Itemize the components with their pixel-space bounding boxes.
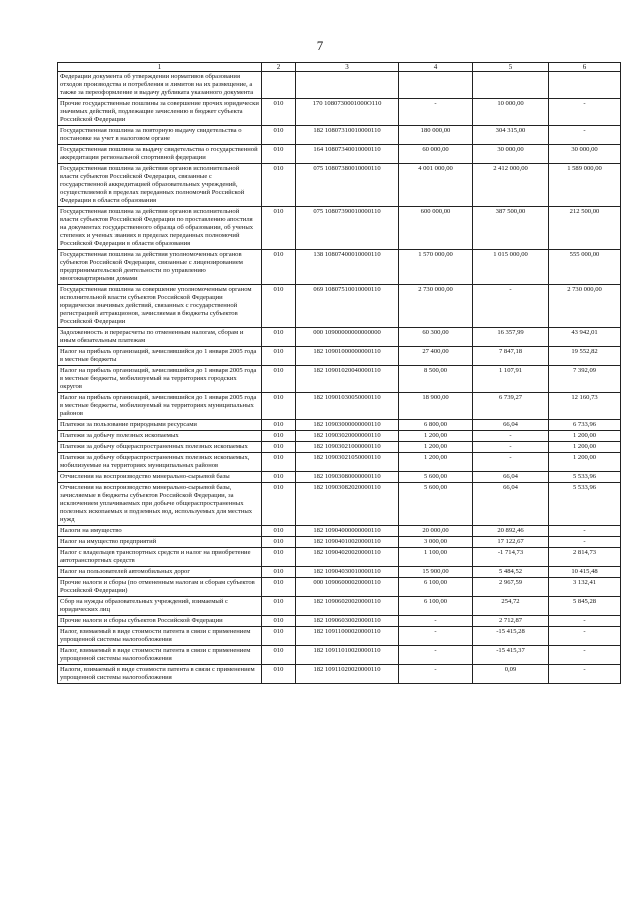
row-remaining-cell: 2 814,73 [549, 548, 621, 567]
row-code-cell: 010 [262, 616, 296, 627]
row-name-cell: Прочие налоги и сборы (по отмененным налогам и сборам субъектов Российской Федерации) [58, 578, 262, 597]
row-executed-cell: 6 739,27 [473, 393, 549, 420]
table-row [58, 548, 621, 567]
row-code-cell: 010 [262, 526, 296, 537]
row-kbk-cell [296, 72, 399, 99]
row-plan-cell: 180 000,00 [399, 126, 473, 145]
row-remaining-cell: 19 552,82 [549, 347, 621, 366]
row-name-cell: Налог на пользователей автомобильных дорог [58, 567, 262, 578]
row-kbk-cell: 000 10906000020000110 [296, 578, 399, 597]
row-executed-cell: 5 484,52 [473, 567, 549, 578]
row-name-cell: Задолженность и перерасчеты по отмененным налогам, сборам и иным обязательным платежам [58, 328, 262, 347]
column-header: 2 [262, 63, 296, 72]
row-plan-cell: 60 300,00 [399, 328, 473, 347]
row-plan-cell: 15 900,00 [399, 567, 473, 578]
row-name-cell: Налог, взимаемый в виде стоимости патента в связи с применением упрощенной системы налогообложения [58, 646, 262, 665]
table-row [58, 126, 621, 145]
row-plan-cell: 4 001 000,00 [399, 164, 473, 207]
row-remaining-cell: - [549, 616, 621, 627]
row-name-cell: Налоги, взимаемый в виде стоимости патента в связи с применением упрощенной системы налогообложения [58, 665, 262, 684]
row-name-cell: Сбор на нужды образовательных учреждений, взимаемый с юридических лиц [58, 597, 262, 616]
row-plan-cell: 27 400,00 [399, 347, 473, 366]
row-executed-cell: 254,72 [473, 597, 549, 616]
row-name-cell: Налог на имущество предприятий [58, 537, 262, 548]
row-kbk-cell: 182 10903020000000110 [296, 431, 399, 442]
row-kbk-cell: 182 10911010020000110 [296, 646, 399, 665]
budget-table [57, 62, 621, 684]
table-row [58, 393, 621, 420]
row-code-cell: 010 [262, 483, 296, 526]
row-code-cell: 010 [262, 646, 296, 665]
table-row [58, 164, 621, 207]
row-code-cell: 010 [262, 567, 296, 578]
row-plan-cell: 1 200,00 [399, 453, 473, 472]
row-name-cell: Платежи за добычу общераспространенных полезных ископаемых [58, 442, 262, 453]
column-header: 3 [296, 63, 399, 72]
row-remaining-cell: 43 942,01 [549, 328, 621, 347]
row-remaining-cell: - [549, 665, 621, 684]
row-code-cell: 010 [262, 207, 296, 250]
row-executed-cell: 2 412 000,00 [473, 164, 549, 207]
row-name-cell: Прочие налоги и сборы субъектов Российской Федерации [58, 616, 262, 627]
row-executed-cell: -15 415,28 [473, 627, 549, 646]
row-plan-cell: 1 570 000,00 [399, 250, 473, 285]
row-name-cell: Отчисления на воспроизводство минерально-сырьевой базы, зачисляемые в бюджеты субъектов Российской Федерации, за исключением уплачиваемых при добыче общераспространенных полезных ископаемых и подземных вод, используемых для местных нужд [58, 483, 262, 526]
row-code-cell: 010 [262, 597, 296, 616]
row-plan-cell [399, 72, 473, 99]
row-plan-cell: - [399, 646, 473, 665]
row-kbk-cell: 182 10904030010000110 [296, 567, 399, 578]
row-name-cell: Налог с владельцев транспортных средств и налог на приобретение автотранспортных средств [58, 548, 262, 567]
table-row [58, 366, 621, 393]
row-plan-cell: - [399, 665, 473, 684]
row-plan-cell: 60 000,00 [399, 145, 473, 164]
row-kbk-cell: 170 1080730001000О110 [296, 99, 399, 126]
row-executed-cell: -1 714,73 [473, 548, 549, 567]
row-executed-cell: 2 967,59 [473, 578, 549, 597]
row-name-cell: Платежи за добычу полезных ископаемых [58, 431, 262, 442]
row-kbk-cell: 182 10904010020000110 [296, 537, 399, 548]
page-number: 7 [316, 38, 324, 53]
table-row [58, 99, 621, 126]
row-executed-cell: 66,04 [473, 483, 549, 526]
row-code-cell: 010 [262, 99, 296, 126]
table-row [58, 145, 621, 164]
row-remaining-cell: 30 000,00 [549, 145, 621, 164]
row-executed-cell: 17 122,67 [473, 537, 549, 548]
row-plan-cell: - [399, 99, 473, 126]
row-kbk-cell: 069 10807510010000110 [296, 285, 399, 328]
row-kbk-cell: 182 10903000000000110 [296, 420, 399, 431]
row-kbk-cell: 075 10807380010000110 [296, 164, 399, 207]
table-row [58, 328, 621, 347]
row-name-cell: Государственная пошлина за повторную выдачу свидетельства о постановке на учет в налоговом органе [58, 126, 262, 145]
table-row [58, 72, 621, 99]
table-row [58, 442, 621, 453]
row-code-cell: 010 [262, 537, 296, 548]
row-executed-cell: 304 315,00 [473, 126, 549, 145]
row-kbk-cell: 075 10807390010000110 [296, 207, 399, 250]
column-header: 5 [473, 63, 549, 72]
row-kbk-cell: 182 10903021000000110 [296, 442, 399, 453]
row-name-cell: Государственная пошлина за действия органов исполнительной власти субъектов Российской Федерации, связанные с государственной аккредитацией образовательных учреждений, осуществляемой в пределах переданных полномочий Российской Федерации в области образования [58, 164, 262, 207]
row-kbk-cell: 182 10807310010000110 [296, 126, 399, 145]
row-plan-cell: 20 000,00 [399, 526, 473, 537]
row-plan-cell: 1 200,00 [399, 442, 473, 453]
table-row [58, 627, 621, 646]
table-row [58, 347, 621, 366]
row-remaining-cell: 5 533,96 [549, 472, 621, 483]
row-executed-cell: 7 847,18 [473, 347, 549, 366]
column-header: 4 [399, 63, 473, 72]
row-plan-cell: - [399, 627, 473, 646]
row-remaining-cell: 5 845,28 [549, 597, 621, 616]
row-name-cell: Государственная пошлина за действия уполномоченных органов субъектов Российской Федерации, связанные с лицензированием предпринимательской деятельности по управлению многоквартирными домами [58, 250, 262, 285]
row-code-cell: 010 [262, 420, 296, 431]
row-plan-cell: 5 600,00 [399, 472, 473, 483]
row-executed-cell: 2 712,87 [473, 616, 549, 627]
row-plan-cell: 1 100,00 [399, 548, 473, 567]
column-header: 6 [549, 63, 621, 72]
row-remaining-cell: 3 132,41 [549, 578, 621, 597]
row-code-cell: 010 [262, 442, 296, 453]
row-code-cell: 010 [262, 548, 296, 567]
row-name-cell: Налоги на имущество [58, 526, 262, 537]
row-plan-cell: 1 200,00 [399, 431, 473, 442]
row-code-cell: 010 [262, 665, 296, 684]
row-plan-cell: - [399, 616, 473, 627]
row-remaining-cell: 5 533,96 [549, 483, 621, 526]
row-name-cell: Налог на прибыль организаций, зачислявшийся до 1 января 2005 года в местные бюджеты, мобилизуемый на территориях муниципальных районов [58, 393, 262, 420]
row-code-cell: 010 [262, 328, 296, 347]
row-name-cell: Государственная пошлина за выдачу свидетельства о государственной аккредитации региональной спортивной федерации [58, 145, 262, 164]
row-executed-cell: - [473, 285, 549, 328]
row-plan-cell: 3 000,00 [399, 537, 473, 548]
row-code-cell: 010 [262, 627, 296, 646]
column-header: 1 [58, 63, 262, 72]
row-remaining-cell: 10 415,48 [549, 567, 621, 578]
row-kbk-cell: 182 10911020020000110 [296, 665, 399, 684]
row-executed-cell: 1 015 000,00 [473, 250, 549, 285]
row-code-cell: 010 [262, 126, 296, 145]
row-name-cell: Федерации документа об утверждении нормативов образования отходов производства и потребления и лимитов на их размещение, а также за переоформление и выдачу дубликата указанного документа [58, 72, 262, 99]
table-row [58, 646, 621, 665]
row-plan-cell: 6 800,00 [399, 420, 473, 431]
table-row [58, 285, 621, 328]
row-code-cell: 010 [262, 250, 296, 285]
row-code-cell: 010 [262, 145, 296, 164]
table-header-row [58, 63, 621, 72]
row-plan-cell: 5 600,00 [399, 483, 473, 526]
table-row [58, 250, 621, 285]
row-remaining-cell: - [549, 537, 621, 548]
row-plan-cell: 18 900,00 [399, 393, 473, 420]
table-row [58, 526, 621, 537]
row-name-cell: Налог, взимаемый в виде стоимости патента в связи с применением упрощенной системы налогообложения [58, 627, 262, 646]
row-kbk-cell: 182 10906020020000110 [296, 597, 399, 616]
row-kbk-cell: 000 10900000000000000 [296, 328, 399, 347]
row-kbk-cell: 138 10807400010000110 [296, 250, 399, 285]
row-code-cell: 010 [262, 453, 296, 472]
row-executed-cell [473, 72, 549, 99]
row-code-cell: 010 [262, 164, 296, 207]
row-remaining-cell: 1 200,00 [549, 442, 621, 453]
row-remaining-cell: 1 200,00 [549, 453, 621, 472]
table-row [58, 483, 621, 526]
row-remaining-cell [549, 72, 621, 99]
row-name-cell: Прочие государственные пошлины за совершение прочих юридически значимых действий, подлежащие зачислению в бюджет субъекта Российской Федерации [58, 99, 262, 126]
row-name-cell: Государственная пошлина за действия органов исполнительной власти субъектов Российской Федерации по проставлению апостиля на документах государственного образца об образовании, об ученых степенях и ученых званиях в пределах переданных полномочий Российской Федерации в области образования [58, 207, 262, 250]
row-remaining-cell: 6 733,96 [549, 420, 621, 431]
row-code-cell: 010 [262, 366, 296, 393]
row-plan-cell: 2 730 000,00 [399, 285, 473, 328]
row-executed-cell: 10 000,00 [473, 99, 549, 126]
row-kbk-cell: 164 10807340010000110 [296, 145, 399, 164]
row-kbk-cell: 182 10901020040000110 [296, 366, 399, 393]
row-remaining-cell: 1 589 000,00 [549, 164, 621, 207]
row-executed-cell: 16 357,99 [473, 328, 549, 347]
row-executed-cell: 66,04 [473, 472, 549, 483]
row-plan-cell: 6 100,00 [399, 578, 473, 597]
row-kbk-cell: 182 10901030050000110 [296, 393, 399, 420]
table-row [58, 472, 621, 483]
row-executed-cell: 66,04 [473, 420, 549, 431]
row-code-cell: 010 [262, 472, 296, 483]
row-executed-cell: - [473, 442, 549, 453]
row-executed-cell: -15 415,37 [473, 646, 549, 665]
row-remaining-cell: - [549, 99, 621, 126]
row-kbk-cell: 182 10904020020000110 [296, 548, 399, 567]
row-code-cell: 010 [262, 285, 296, 328]
row-code-cell: 010 [262, 578, 296, 597]
row-executed-cell: 387 500,00 [473, 207, 549, 250]
row-name-cell: Платежи за добычу общераспространенных полезных ископаемых, мобилизуемые на территориях муниципальных районов [58, 453, 262, 472]
row-executed-cell: - [473, 453, 549, 472]
row-executed-cell: 0,09 [473, 665, 549, 684]
row-kbk-cell: 182 10903080000000110 [296, 472, 399, 483]
table-row [58, 420, 621, 431]
row-plan-cell: 8 500,00 [399, 366, 473, 393]
row-remaining-cell: 12 160,73 [549, 393, 621, 420]
table-row [58, 431, 621, 442]
row-remaining-cell: - [549, 526, 621, 537]
row-kbk-cell: 182 10911000020000110 [296, 627, 399, 646]
row-plan-cell: 6 100,00 [399, 597, 473, 616]
row-executed-cell: 30 000,00 [473, 145, 549, 164]
row-remaining-cell: 2 730 000,00 [549, 285, 621, 328]
table-row [58, 597, 621, 616]
row-kbk-cell: 182 10906030020000110 [296, 616, 399, 627]
row-remaining-cell: - [549, 646, 621, 665]
row-code-cell [262, 72, 296, 99]
row-executed-cell: - [473, 431, 549, 442]
table-row [58, 616, 621, 627]
row-name-cell: Налог на прибыль организаций, зачислявшийся до 1 января 2005 года в местные бюджеты [58, 347, 262, 366]
row-kbk-cell: 182 10903021050000110 [296, 453, 399, 472]
row-code-cell: 010 [262, 347, 296, 366]
row-remaining-cell: 212 500,00 [549, 207, 621, 250]
row-code-cell: 010 [262, 431, 296, 442]
table-row [58, 665, 621, 684]
table-row [58, 578, 621, 597]
row-executed-cell: 1 107,91 [473, 366, 549, 393]
table-row [58, 207, 621, 250]
table-row [58, 453, 621, 472]
row-plan-cell: 600 000,00 [399, 207, 473, 250]
row-name-cell: Государственная пошлина за совершение уполномоченным органом исполнительной власти субъектов Российской Федерации юридически значимых действий, связанных с государственной регистрацией аттракционов, зачисляемая в бюджеты субъектов Российской Федерации [58, 285, 262, 328]
table-row [58, 567, 621, 578]
row-name-cell: Платежи за пользование природными ресурсами [58, 420, 262, 431]
row-executed-cell: 20 892,46 [473, 526, 549, 537]
row-kbk-cell: 182 10903082020000110 [296, 483, 399, 526]
row-remaining-cell: - [549, 126, 621, 145]
table-row [58, 537, 621, 548]
row-code-cell: 010 [262, 393, 296, 420]
row-kbk-cell: 182 10904000000000110 [296, 526, 399, 537]
row-remaining-cell: 1 200,00 [549, 431, 621, 442]
row-name-cell: Отчисления на воспроизводство минерально-сырьевой базы [58, 472, 262, 483]
row-remaining-cell: 555 000,00 [549, 250, 621, 285]
row-name-cell: Налог на прибыль организаций, зачислявшийся до 1 января 2005 года в местные бюджеты, мобилизуемый на территориях городских округов [58, 366, 262, 393]
row-remaining-cell: - [549, 627, 621, 646]
row-remaining-cell: 7 392,09 [549, 366, 621, 393]
row-kbk-cell: 182 10901000000000110 [296, 347, 399, 366]
